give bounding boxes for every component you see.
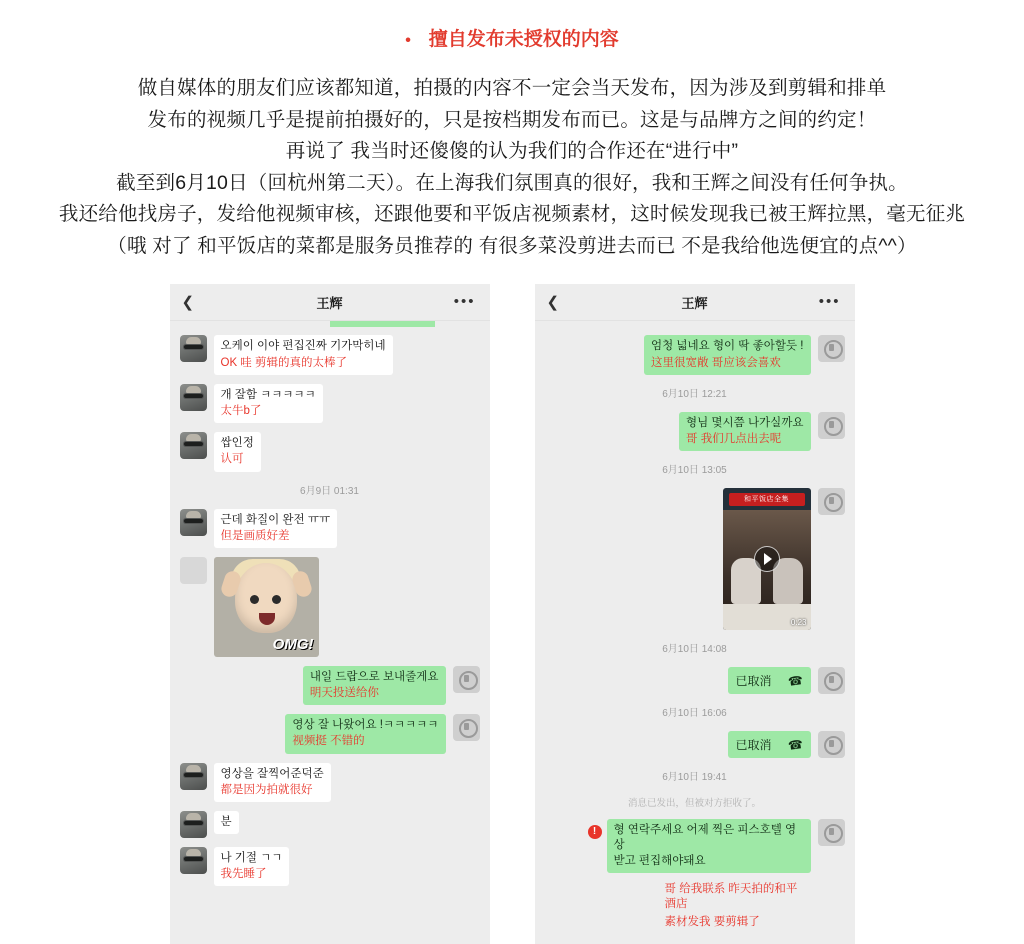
- progress-strip-right: [535, 321, 855, 327]
- message-bubble[interactable]: [679, 412, 810, 451]
- message-text-zh: 太牛b了: [220, 404, 262, 417]
- chat-screenshot-left: [170, 284, 490, 944]
- progress-strip-left: [170, 321, 490, 327]
- message-row: [180, 847, 480, 886]
- more-options-icon[interactable]: •••: [453, 293, 476, 311]
- message-text-zh: 明天投送给你: [309, 687, 379, 700]
- message-bubble[interactable]: [285, 714, 445, 753]
- message-bubble[interactable]: [214, 763, 331, 802]
- message-bubble[interactable]: [214, 335, 393, 374]
- timestamp: 6月10日 13:05: [662, 465, 727, 477]
- message-bubble[interactable]: [214, 847, 290, 886]
- message-row-call: [545, 731, 845, 758]
- message-text-zh: OK 哇 剪辑的真的太棒了: [220, 356, 348, 369]
- chevron-left-icon[interactable]: ❮: [181, 294, 195, 312]
- avatar: [180, 811, 207, 838]
- message-thread-left: [170, 327, 490, 909]
- message-row: [180, 384, 480, 423]
- message-row-video: [545, 488, 845, 630]
- image-caption: OMG!: [272, 635, 314, 653]
- message-text-zh: 但是画质好差: [220, 529, 290, 542]
- message-text-ko: 형 연락주세요 어제 찍은 피스호텔 영상: [613, 824, 797, 852]
- avatar: [180, 384, 207, 411]
- chat-header-left: [170, 284, 490, 321]
- message-row: [180, 432, 480, 471]
- article-line-1: 做自媒体的朋友们应该都知道，拍摄的内容不一定会当天发布，因为涉及到剪辑和排单: [137, 77, 887, 99]
- message-text-ko: 분: [220, 815, 232, 828]
- timestamp: 6月10日 12:21: [662, 388, 727, 400]
- message-bubble[interactable]: [303, 666, 446, 705]
- avatar: [818, 335, 845, 362]
- message-row-image: [180, 557, 480, 657]
- message-text-zh: 我先睡了: [220, 868, 267, 881]
- article-line-2: 发布的视频几乎是提前拍摄好的，只是按档期发布而已。这是与品牌方之间的约定！: [147, 108, 877, 131]
- message-text-ko: 영상을 잘찍어준덕준: [220, 767, 324, 780]
- timestamp: 6月10日 19:41: [662, 772, 727, 784]
- message-row: [180, 811, 480, 838]
- message-text-ko: 개 잘함 ㅋㅋㅋㅋㅋ: [220, 388, 316, 401]
- avatar: [818, 488, 845, 515]
- call-status-label: 已取消: [735, 674, 772, 689]
- message-row-failed: [545, 819, 845, 873]
- message-text-zh: 认可: [220, 453, 244, 466]
- message-text-ko: 엄청 넓네요 형이 딱 좋아할듯 !: [651, 340, 804, 353]
- message-text-ko: 쌉인정: [220, 437, 254, 450]
- translation-overflow-1: 哥 给我联系 昨天拍的和平酒店: [664, 882, 798, 911]
- avatar: [453, 666, 480, 693]
- message-text-ko: 내일 드랍으로 보내줄게요: [309, 670, 439, 683]
- message-text-ko-2: 받고 편집해야돼요: [613, 854, 706, 867]
- chevron-left-icon[interactable]: ❮: [546, 294, 560, 312]
- call-message[interactable]: [728, 731, 811, 758]
- chat-screenshot-right: [535, 284, 855, 944]
- avatar: [818, 819, 845, 846]
- avatar: [180, 335, 207, 362]
- message-text-ko: 오케이 이야 편집진짜 기가막히네: [220, 340, 386, 353]
- chat-title-left: 王辉: [316, 295, 343, 311]
- avatar: [818, 731, 845, 758]
- article-line-6: （哦 对了 和平饭店的菜都是服务员推荐的 有很多菜没剪进去而已 不是我给他选便宜的点^^）: [107, 234, 917, 257]
- article-paragraph: [0, 73, 1024, 262]
- video-message[interactable]: [723, 488, 811, 630]
- message-row: [180, 763, 480, 802]
- avatar: [180, 557, 207, 584]
- message-row: [545, 335, 845, 374]
- message-row: [545, 412, 845, 451]
- message-row: [180, 509, 480, 548]
- message-row: [180, 666, 480, 705]
- message-thread-right: [535, 327, 855, 944]
- translation-overflow-2: 素材发我 要剪辑了: [664, 915, 760, 928]
- avatar: [180, 509, 207, 536]
- meme-eye-right: [272, 595, 281, 604]
- message-text-ko: 영상 잘 나왔어요 !ㅋㅋㅋㅋㅋ: [292, 719, 439, 732]
- bullet-icon: •: [405, 32, 411, 49]
- phone-icon: ☎: [786, 672, 804, 689]
- message-bubble[interactable]: [214, 432, 261, 471]
- video-overlay-label: 和平饭店全集: [729, 493, 805, 506]
- message-row: [180, 335, 480, 374]
- avatar: [180, 763, 207, 790]
- article-line-3: 再说了 我当时还傻傻的认为我们的合作还在“进行中”: [285, 140, 739, 163]
- article-text-block: [0, 0, 1024, 262]
- message-bubble[interactable]: [644, 335, 810, 374]
- timestamp: 6月9日 01:31: [300, 485, 359, 497]
- chat-screenshots-row: [0, 284, 1024, 944]
- timestamp: 6月10日 14:08: [662, 644, 727, 656]
- call-message[interactable]: [728, 667, 811, 694]
- message-text-zh: 哥 我们几点出去呢: [686, 432, 782, 445]
- article-line-4: 截至到6月10日（回杭州第二天）。在上海我们氛围真的很好，我和王辉之间没有任何争执。: [116, 171, 908, 194]
- message-text-zh: 都是因为拍就很好: [220, 783, 313, 796]
- message-text-zh: 视频挺 不错的: [292, 735, 365, 748]
- chat-title-right: 王辉: [681, 295, 708, 311]
- message-bubble[interactable]: [607, 819, 811, 873]
- avatar: [818, 412, 845, 439]
- message-bubble[interactable]: [214, 509, 338, 548]
- avatar: [818, 667, 845, 694]
- article-headline-row: [0, 24, 1024, 51]
- play-icon[interactable]: [754, 546, 780, 572]
- system-notice: 消息已发出，但被对方拒收了。: [627, 798, 761, 810]
- avatar: [180, 432, 207, 459]
- call-status-label: 已取消: [735, 738, 772, 753]
- phone-icon: ☎: [786, 736, 804, 753]
- message-text-ko: 근데 화질이 완전 ㅠㅠ: [220, 513, 331, 526]
- progress-fill: [330, 321, 435, 327]
- message-text-zh: 这里很宽敞 哥应该会喜欢: [651, 356, 781, 369]
- message-bubble[interactable]: [214, 384, 323, 423]
- more-options-icon[interactable]: •••: [818, 293, 841, 311]
- video-duration: 0:23: [790, 618, 807, 628]
- avatar: [180, 847, 207, 874]
- article-headline: 擅自发布未授权的内容: [428, 29, 619, 50]
- avatar: [453, 714, 480, 741]
- send-failed-icon[interactable]: !: [588, 825, 602, 839]
- message-row: [180, 714, 480, 753]
- message-text-ko: 나 기절 ㄱㄱ: [220, 851, 283, 864]
- meme-eye-left: [250, 595, 259, 604]
- message-row-call: [545, 667, 845, 694]
- image-message[interactable]: [214, 557, 319, 657]
- message-text-ko: 형님 몇시쯤 나가실까요: [686, 416, 804, 429]
- chat-header-right: [535, 284, 855, 321]
- meme-mouth: [259, 613, 275, 625]
- article-line-5: 我还给他找房子，发给他视频审核，还跟他要和平饭店视频素材，这时候发现我已被王辉拉黑，毫无征兆: [58, 203, 966, 226]
- timestamp: 6月10日 16:06: [662, 708, 727, 720]
- message-bubble[interactable]: [214, 811, 239, 834]
